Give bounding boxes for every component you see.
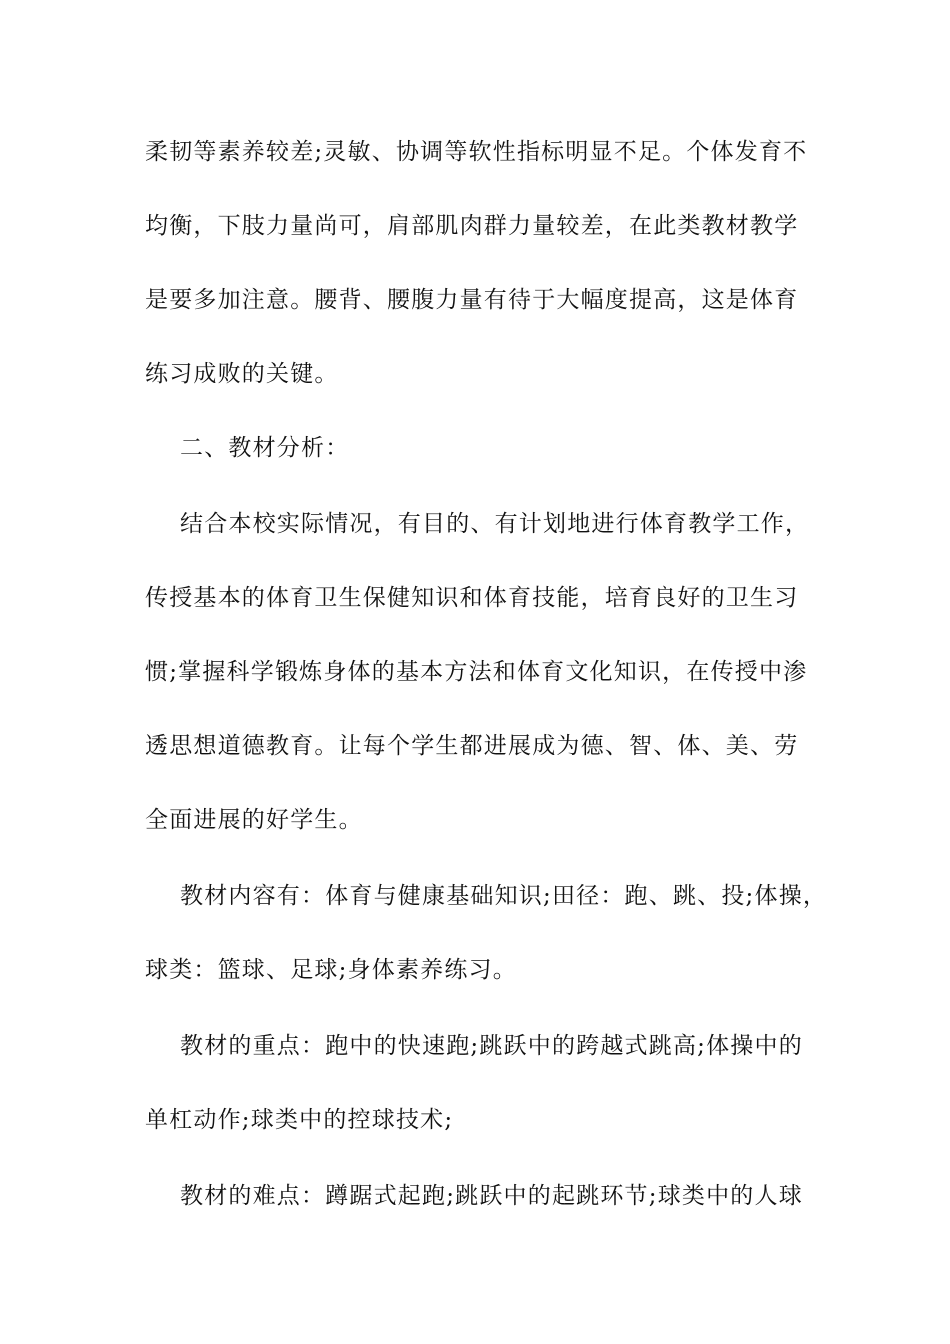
text-line: 结合本校实际情况，有目的、有计划地进行体育教学工作， [180,511,810,537]
text-line: 练习成败的关键。 [145,361,339,387]
text-line: 教材内容有：体育与健康基础知识;田径：跑、跳、投;体操， [180,883,828,909]
text-line: 透思想道德教育。让每个学生都进展成为德、智、体、美、劳 [145,733,799,759]
text-line: 柔韧等素养较差;灵敏、协调等软性指标明显不足。个体发育不 [145,139,808,165]
text-line: 教材的难点：蹲踞式起跑;跳跃中的起跳环节;球类中的人球 [180,1183,803,1209]
text-line: 均衡，下肢力量尚可，肩部肌肉群力量较差，在此类教材教学 [145,213,799,239]
text-line: 惯;掌握科学锻炼身体的基本方法和体育文化知识，在传授中渗 [145,659,808,685]
text-line: 教材的重点：跑中的快速跑;跳跃中的跨越式跳高;体操中的 [180,1033,803,1059]
section-heading: 二、教材分析： [180,435,350,461]
text-line: 是要多加注意。腰背、腰腹力量有待于大幅度提高，这是体育 [145,287,799,313]
text-line: 单杠动作;球类中的控球技术; [145,1107,454,1133]
text-line: 传授基本的体育卫生保健知识和体育技能，培育良好的卫生习 [145,585,799,611]
text-line: 球类：篮球、足球;身体素养练习。 [145,957,517,983]
text-line: 全面进展的好学生。 [145,807,363,833]
